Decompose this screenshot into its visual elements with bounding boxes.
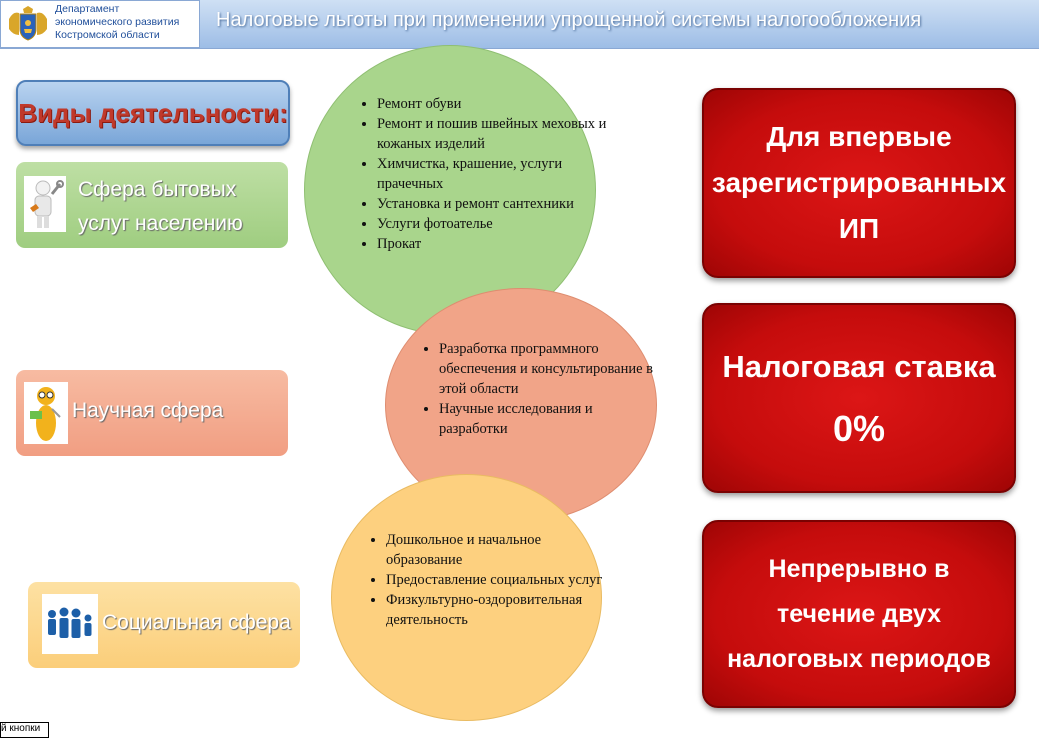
box1-line-2: зарегистрированных [711,167,1007,198]
household-services-sphere[interactable] [16,162,288,248]
page-title: Налоговые льготы при применении упрощенной системы налогообложения [216,9,922,31]
box1-line-3: ИП [838,213,880,244]
department-line-3: Костромской области [55,29,160,41]
duration-box [702,520,1016,708]
family-group-icon [42,594,98,654]
box3-line-2: течение двух [777,599,941,628]
coat-of-arms-icon [5,5,51,43]
tax-rate-label: Налоговая ставка [722,349,996,384]
worker-with-tools-icon [24,176,66,232]
social-list [366,530,606,630]
household-services-list [357,94,609,254]
header-bar [0,0,1039,49]
social-sphere-label: Социальная сфера [102,611,291,634]
tax-rate-value: 0% [832,408,885,449]
household-sphere-line-2: услуг населению [78,212,243,235]
box1-line-1: Для впервые [766,121,952,152]
activity-types-heading: Виды деятельности: [16,80,290,146]
list-item: • Научные исследования и разработки [439,399,654,439]
department-line-2: экономического развития [55,16,180,28]
household-sphere-line-1: Сфера бытовых [78,178,237,201]
box3-line-1: Непрерывно в [768,554,950,583]
science-sphere-label: Научная сфера [72,399,224,422]
first-registered-ip-box [702,88,1016,278]
list-item: • Прокат [377,234,609,254]
list-item: • Дошкольное и начальное образование [386,530,606,570]
department-name [55,3,199,42]
scientist-figure-icon [24,382,68,444]
social-sphere[interactable] [28,582,300,668]
list-item: • Химчистка, крашение, услуги прачечных [377,154,609,194]
list-item: • Ремонт и пошив швейных меховых и кожаных изделий [377,114,609,154]
department-line-1: Департамент [55,3,120,15]
list-item: • Предоставление социальных услуг [386,570,606,590]
list-item: • Разработка программного обеспечения и консультирование в этой области [439,339,654,399]
tax-rate-box [702,303,1016,493]
science-list [419,339,654,439]
list-item: • Установка и ремонт сантехники [377,194,609,214]
social-circle [331,474,602,721]
science-sphere[interactable] [16,370,288,456]
box3-line-3: налоговых периодов [727,644,991,673]
department-logo-block[interactable] [0,0,200,48]
list-item: • Ремонт обуви [377,94,609,114]
button-tooltip: й кнопки [0,722,49,738]
list-item: • Физкультурно-оздоровительная деятельность [386,590,606,630]
list-item: • Услуги фотоателье [377,214,609,234]
